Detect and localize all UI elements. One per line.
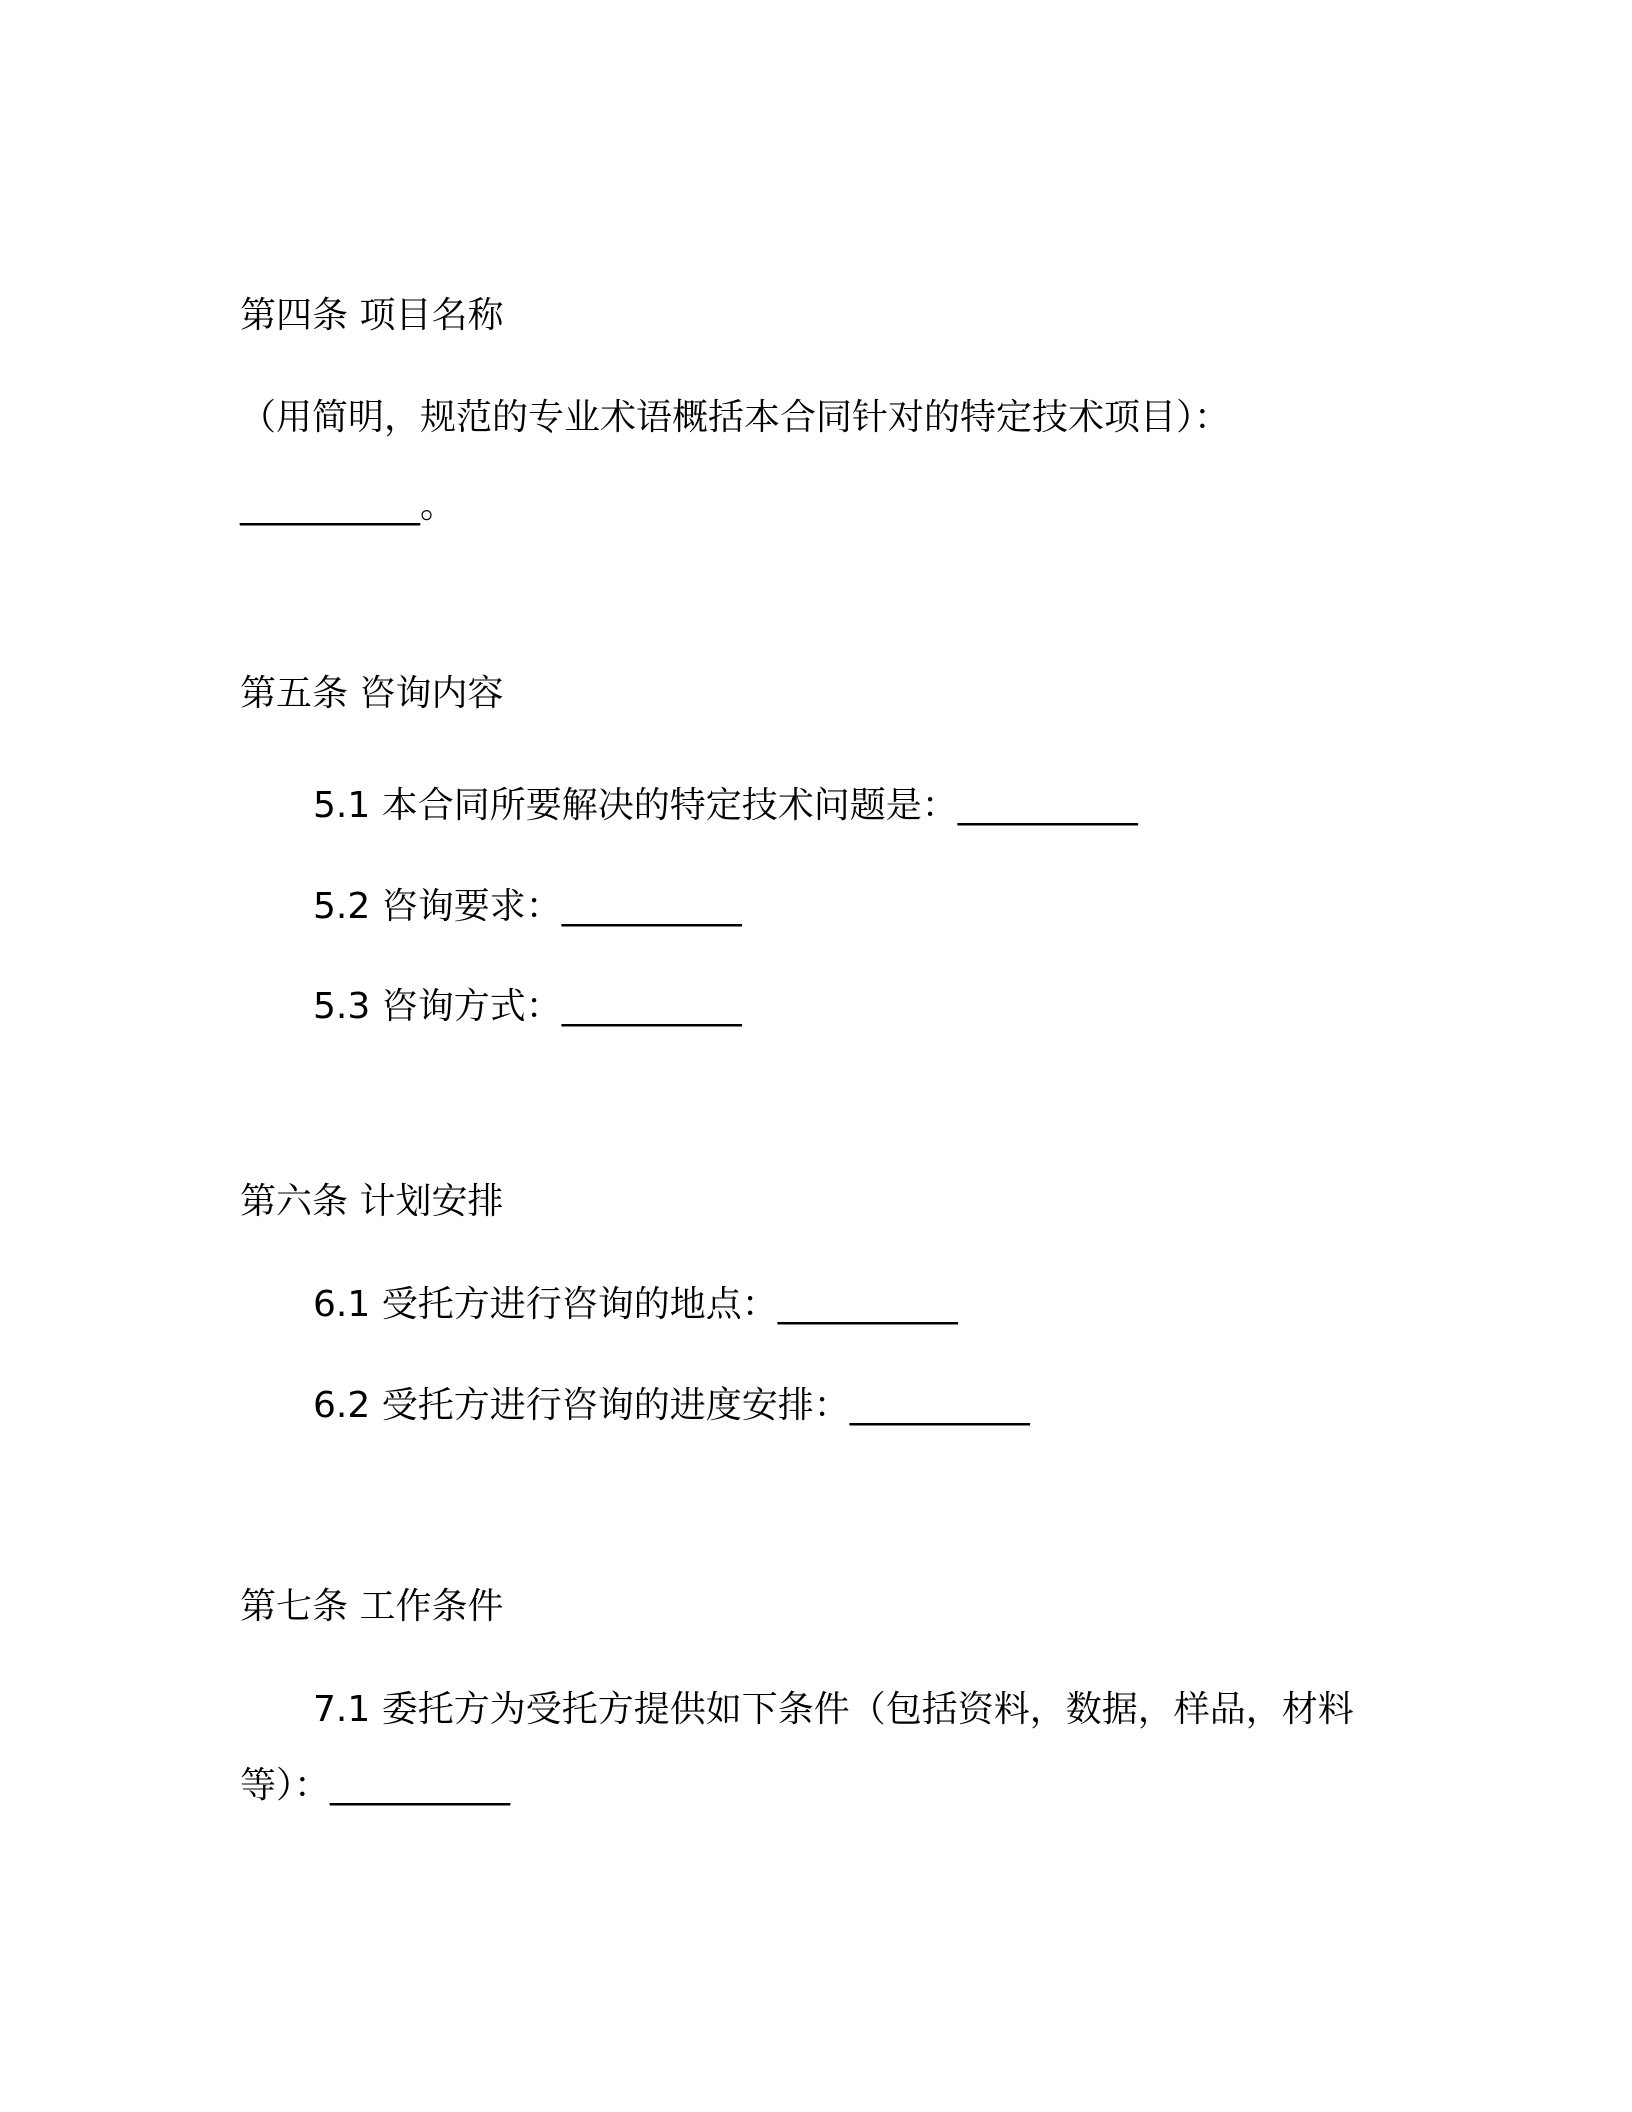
article-7-item-1-line-2: 等）：__________ (240, 1765, 511, 1806)
article-6-item-1: 6.1 受托方进行咨询的地点：__________ (313, 1284, 958, 1325)
article-4-blank: __________。 (240, 485, 457, 526)
article-7-heading: 第七条 工作条件 (240, 1586, 504, 1627)
article-5-item-1: 5.1 本合同所要解决的特定技术问题是：__________ (313, 785, 1138, 826)
article-7-item-1-line-1: 7.1 委托方为受托方提供如下条件（包括资料，数据，样品，材料 (313, 1689, 1354, 1730)
article-4-description: （用简明，规范的专业术语概括本合同针对的特定技术项目）： (240, 397, 1231, 438)
article-5-item-3: 5.3 咨询方式：__________ (313, 986, 742, 1027)
article-6-heading: 第六条 计划安排 (240, 1181, 504, 1222)
article-5-item-2: 5.2 咨询要求：__________ (313, 886, 742, 927)
article-4-heading: 第四条 项目名称 (240, 295, 504, 336)
article-6-item-2: 6.2 受托方进行咨询的进度安排：__________ (313, 1385, 1030, 1426)
article-5-heading: 第五条 咨询内容 (240, 673, 504, 714)
